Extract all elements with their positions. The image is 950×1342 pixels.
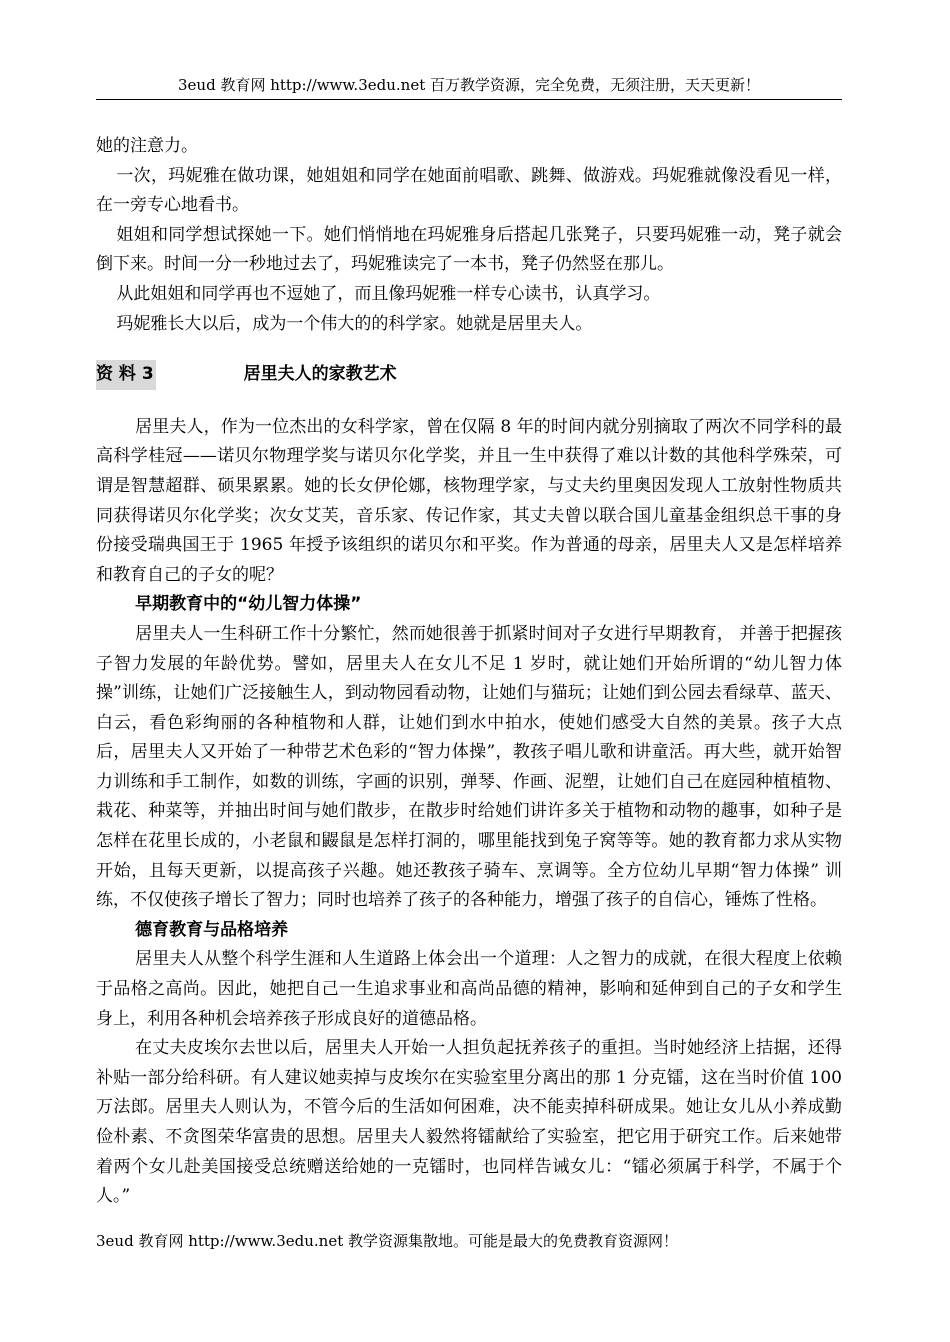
story-paragraph: 姐姐和同学想试探她一下。她们悄悄地在玛妮雅身后搭起几张凳子，只要玛妮雅一动，凳子就会倒下来。时间一分一秒地过去了，玛妮雅读完了一本书，凳子仍然竖在那儿。	[96, 224, 842, 275]
page-header: 3eud 教育网 http://www.3edu.net 百万教学资源，完全免费，无须注册，天天更新！	[178, 76, 760, 94]
section-label: 资 料 3	[96, 360, 156, 390]
story-paragraph: 一次，玛妮雅在做功课，她姐姐和同学在她面前唱歌、跳舞、做游戏。玛妮雅就像没看见一样，在一旁专心地看书。	[96, 165, 842, 216]
document-body	[96, 132, 842, 1212]
page-footer: 3eud 教育网 http://www.3edu.net 教学资源集散地。可能是最大的免费教育资源网！	[96, 1232, 678, 1250]
moral-education-paragraph: 居里夫人从整个科学生涯和人生道路上体会出一个道理：人之智力的成就，在很大程度上依赖于品格之高尚。因此，她把自己一生追求事业和高尚品德的精神，影响和延伸到自己的子女和学生身上，利用各种机会培养孩子形成良好的道德品格。	[96, 949, 842, 1029]
story-paragraph: 从此姐姐和同学再也不逗她了，而且像玛妮雅一样专心读书，认真学习。	[116, 283, 661, 304]
moral-education-paragraph: 在丈夫皮埃尔去世以后，居里夫人开始一人担负起抚养孩子的重担。当时她经济上拮据，还得补贴一部分给科研。有人建议她卖掉与皮埃尔在实验室里分离出的那 1 分克镭，这在当时价值 100 万法郎。居里夫人则认为，不管今后的生活如何困难，决不能卖掉科研成果。她让女儿从小养成勤俭朴素、不贪图荣华富贵的思想。居里夫人毅然将镭献给了实验室，把它用于研究工作。后来她带着两个女儿赴美国接受总统赠送给她的一克镭时，也同样告诫女儿：“镭必须属于科学，不属于个人。”	[96, 1038, 842, 1207]
intro-paragraph: 居里夫人，作为一位杰出的女科学家，曾在仅隔 8 年的时间内就分别摘取了两次不同学科的最高科学桂冠——诺贝尔物理学奖与诺贝尔化学奖，并且一生中获得了难以计数的其他科学殊荣，可谓是智慧超群、硕果累累。她的长女伊伦娜，核物理学家，与丈夫约里奥因发现人工放射性物质共同获得诺贝尔化学奖；次女艾芙，音乐家、传记作家，其丈夫曾以联合国儿童基金组织总干事的身份接受瑞典国王于 1965 年授予该组织的诺贝尔和平奖。作为普通的母亲，居里夫人又是怎样培养和教育自己的子女的呢？	[96, 416, 842, 585]
story-paragraph: 玛妮雅长大以后，成为一个伟大的的科学家。她就是居里夫人。	[116, 313, 593, 334]
subheading-early-education: 早期教育中的“幼儿智力体操”	[135, 594, 362, 615]
subheading-moral-education: 德育教育与品格培养	[135, 919, 289, 940]
header-divider	[96, 99, 842, 100]
section-heading	[96, 360, 842, 390]
early-education-paragraph: 居里夫人一生科研工作十分繁忙，然而她很善于抓紧时间对子女进行早期教育， 并善于把握孩子智力发展的年龄优势。譬如，居里夫人在女儿不足 1 岁时，就让她们开始所谓的“幼儿智力体操”训练，让她们广泛接触生人，到动物园看动物，让她们与猫玩；让她们到公园去看绿草、蓝天、白云，看色彩绚丽的各种植物和人群，让她们到水中拍水，使她们感受大自然的美景。孩子大点后，居里夫人又开始了一种带艺术色彩的“智力体操”，教孩子唱儿歌和讲童活。再大些，就开始智力训练和手工制作，如数的训练，字画的识别，弹琴、作画、泥塑，让她们自己在庭园种植植物、栽花、种菜等，并抽出时间与她们散步，在散步时给她们讲许多关于植物和动物的趣事，如种子是怎样在花里长成的，小老鼠和鼹鼠是怎样打洞的，哪里能找到兔子窝等等。她的教育都力求从实物开始，且每天更新，以提高孩子兴趣。她还教孩子骑车、烹调等。全方位幼儿早期“智力体操” 训练，不仅使孩子增长了智力；同时也培养了孩子的各种能力，增强了孩子的自信心，锤炼了性格。	[96, 623, 842, 911]
section-title: 居里夫人的家教艺术	[243, 364, 397, 385]
story-paragraph: 她的注意力。	[96, 136, 198, 156]
